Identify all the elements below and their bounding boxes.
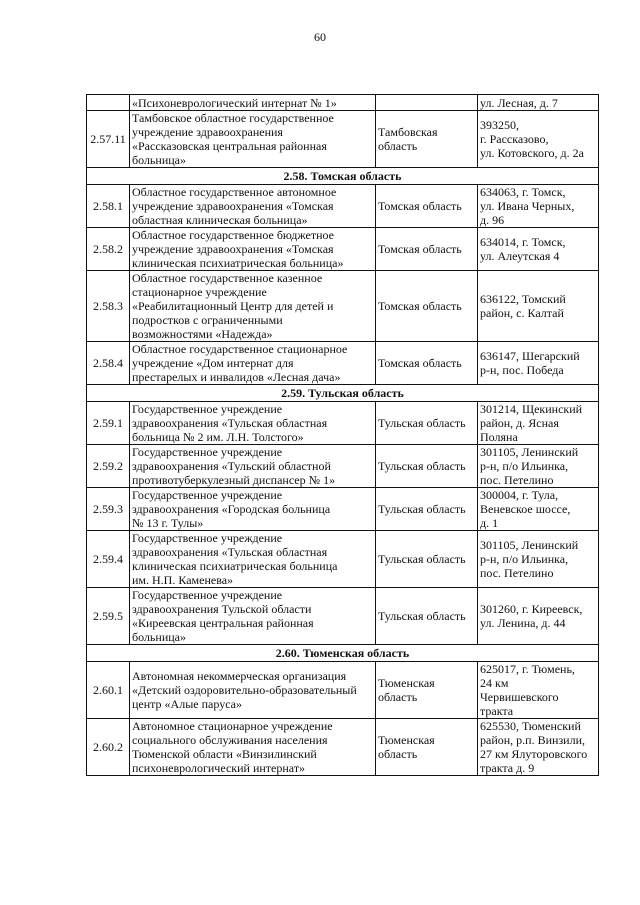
row-number-cell: 2.58.4 — [87, 342, 130, 385]
row-number-cell: 2.59.5 — [87, 588, 130, 645]
row-number-cell: 2.59.1 — [87, 402, 130, 445]
section-title: 2.59. Тульская область — [87, 385, 599, 402]
region-cell: Томская область — [376, 271, 478, 342]
region-cell: Тульская область — [376, 445, 478, 488]
institution-name-cell: Автономная некоммерческая организация «Детский оздоровительно-образовательный центр «Алые паруса» — [130, 662, 376, 719]
table-row — [87, 445, 599, 488]
institution-name-cell: Областное государственное автономное учреждение здравоохранения «Томская областная клиническая больница» — [130, 185, 376, 228]
page-number: 60 — [314, 30, 326, 44]
table-row — [87, 719, 599, 776]
institution-name-cell: Государственное учреждение здравоохранения «Тульская областная больница № 2 им. Л.Н. Толстого» — [130, 402, 376, 445]
section-header-row — [87, 645, 599, 662]
institution-name-cell: Автономное стационарное учреждение социального обслуживания населения Тюменской области «Винзилинский психоневрологический интернат» — [130, 719, 376, 776]
table-row — [87, 185, 599, 228]
row-number-cell: 2.59.2 — [87, 445, 130, 488]
row-number-cell: 2.60.1 — [87, 662, 130, 719]
region-cell: Тульская область — [376, 531, 478, 588]
address-cell: 636147, Шегарский р-н, пос. Победа — [478, 342, 599, 385]
institution-name-cell: Государственное учреждение здравоохранения «Тульский областной противотуберкулезный диспансер № 1» — [130, 445, 376, 488]
row-number-cell: 2.57.11 — [87, 111, 130, 168]
institution-name-cell: Областное государственное казенное стационарное учреждение «Реабилитационный Центр для детей и подростков с ограниченными возможностями «Надежда» — [130, 271, 376, 342]
region-cell: Томская область — [376, 342, 478, 385]
address-cell: 301105, Ленинский р-н, п/о Ильинка, пос. Петелино — [478, 531, 599, 588]
address-cell: 625017, г. Тюмень, 24 км Червишевского тракта — [478, 662, 599, 719]
row-number-cell: 2.59.3 — [87, 488, 130, 531]
address-cell: 300004, г. Тула, Веневское шоссе, д. 1 — [478, 488, 599, 531]
institution-name-cell: Государственное учреждение здравоохранения «Тульская областная клиническая психиатрическая больница им. Н.П. Каменева» — [130, 531, 376, 588]
row-number-cell: 2.58.1 — [87, 185, 130, 228]
table-row — [87, 488, 599, 531]
address-cell: 634014, г. Томск, ул. Алеутская 4 — [478, 228, 599, 271]
region-cell: Тульская область — [376, 588, 478, 645]
institution-name-cell: Тамбовское областное государственное учреждение здравоохранения «Рассказовская центральная районная больница» — [130, 111, 376, 168]
region-cell: Тамбовская область — [376, 111, 478, 168]
table-row — [87, 531, 599, 588]
region-cell: Томская область — [376, 228, 478, 271]
row-number-cell: 2.58.3 — [87, 271, 130, 342]
row-number-cell: 2.60.2 — [87, 719, 130, 776]
table-row — [87, 228, 599, 271]
table-row — [87, 588, 599, 645]
address-cell: 636122, Томский район, с. Калтай — [478, 271, 599, 342]
institution-name-cell: Государственное учреждение здравоохранения «Городская больница № 13 г. Тулы» — [130, 488, 376, 531]
section-header-row — [87, 168, 599, 185]
institution-name-cell: Областное государственное стационарное учреждение «Дом интернат для престарелых и инвалидов «Лесная дача» — [130, 342, 376, 385]
table-row — [87, 662, 599, 719]
region-cell — [376, 95, 478, 111]
address-cell: 625530, Тюменский район, р.п. Винзили, 27 км Ялуторовского тракта д. 9 — [478, 719, 599, 776]
region-cell: Тульская область — [376, 402, 478, 445]
region-cell: Тюменская область — [376, 662, 478, 719]
section-title: 2.58. Томская область — [87, 168, 599, 185]
region-cell: Томская область — [376, 185, 478, 228]
institution-name-cell: «Психоневрологический интернат № 1» — [130, 95, 376, 111]
region-cell: Тульская область — [376, 488, 478, 531]
institutions-table — [86, 94, 599, 776]
region-cell: Тюменская область — [376, 719, 478, 776]
continuation-row — [87, 95, 599, 111]
row-number-cell: 2.58.2 — [87, 228, 130, 271]
table-row — [87, 342, 599, 385]
address-cell: 301214, Щекинский район, д. Ясная Поляна — [478, 402, 599, 445]
section-title: 2.60. Тюменская область — [87, 645, 599, 662]
address-cell: 393250, г. Рассказово, ул. Котовского, д. 2а — [478, 111, 599, 168]
row-number-cell — [87, 95, 130, 111]
address-cell: 301260, г. Киреевск, ул. Ленина, д. 44 — [478, 588, 599, 645]
table-row — [87, 271, 599, 342]
section-header-row — [87, 385, 599, 402]
table-row — [87, 402, 599, 445]
address-cell: 634063, г. Томск, ул. Ивана Черных, д. 96 — [478, 185, 599, 228]
address-cell: ул. Лесная, д. 7 — [478, 95, 599, 111]
row-number-cell: 2.59.4 — [87, 531, 130, 588]
table-row — [87, 111, 599, 168]
institution-name-cell: Областное государственное бюджетное учреждение здравоохранения «Томская клиническая психиатрическая больница» — [130, 228, 376, 271]
institution-name-cell: Государственное учреждение здравоохранения Тульской области «Киреевская центральная районная больница» — [130, 588, 376, 645]
address-cell: 301105, Ленинский р-н, п/о Ильинка, пос. Петелино — [478, 445, 599, 488]
